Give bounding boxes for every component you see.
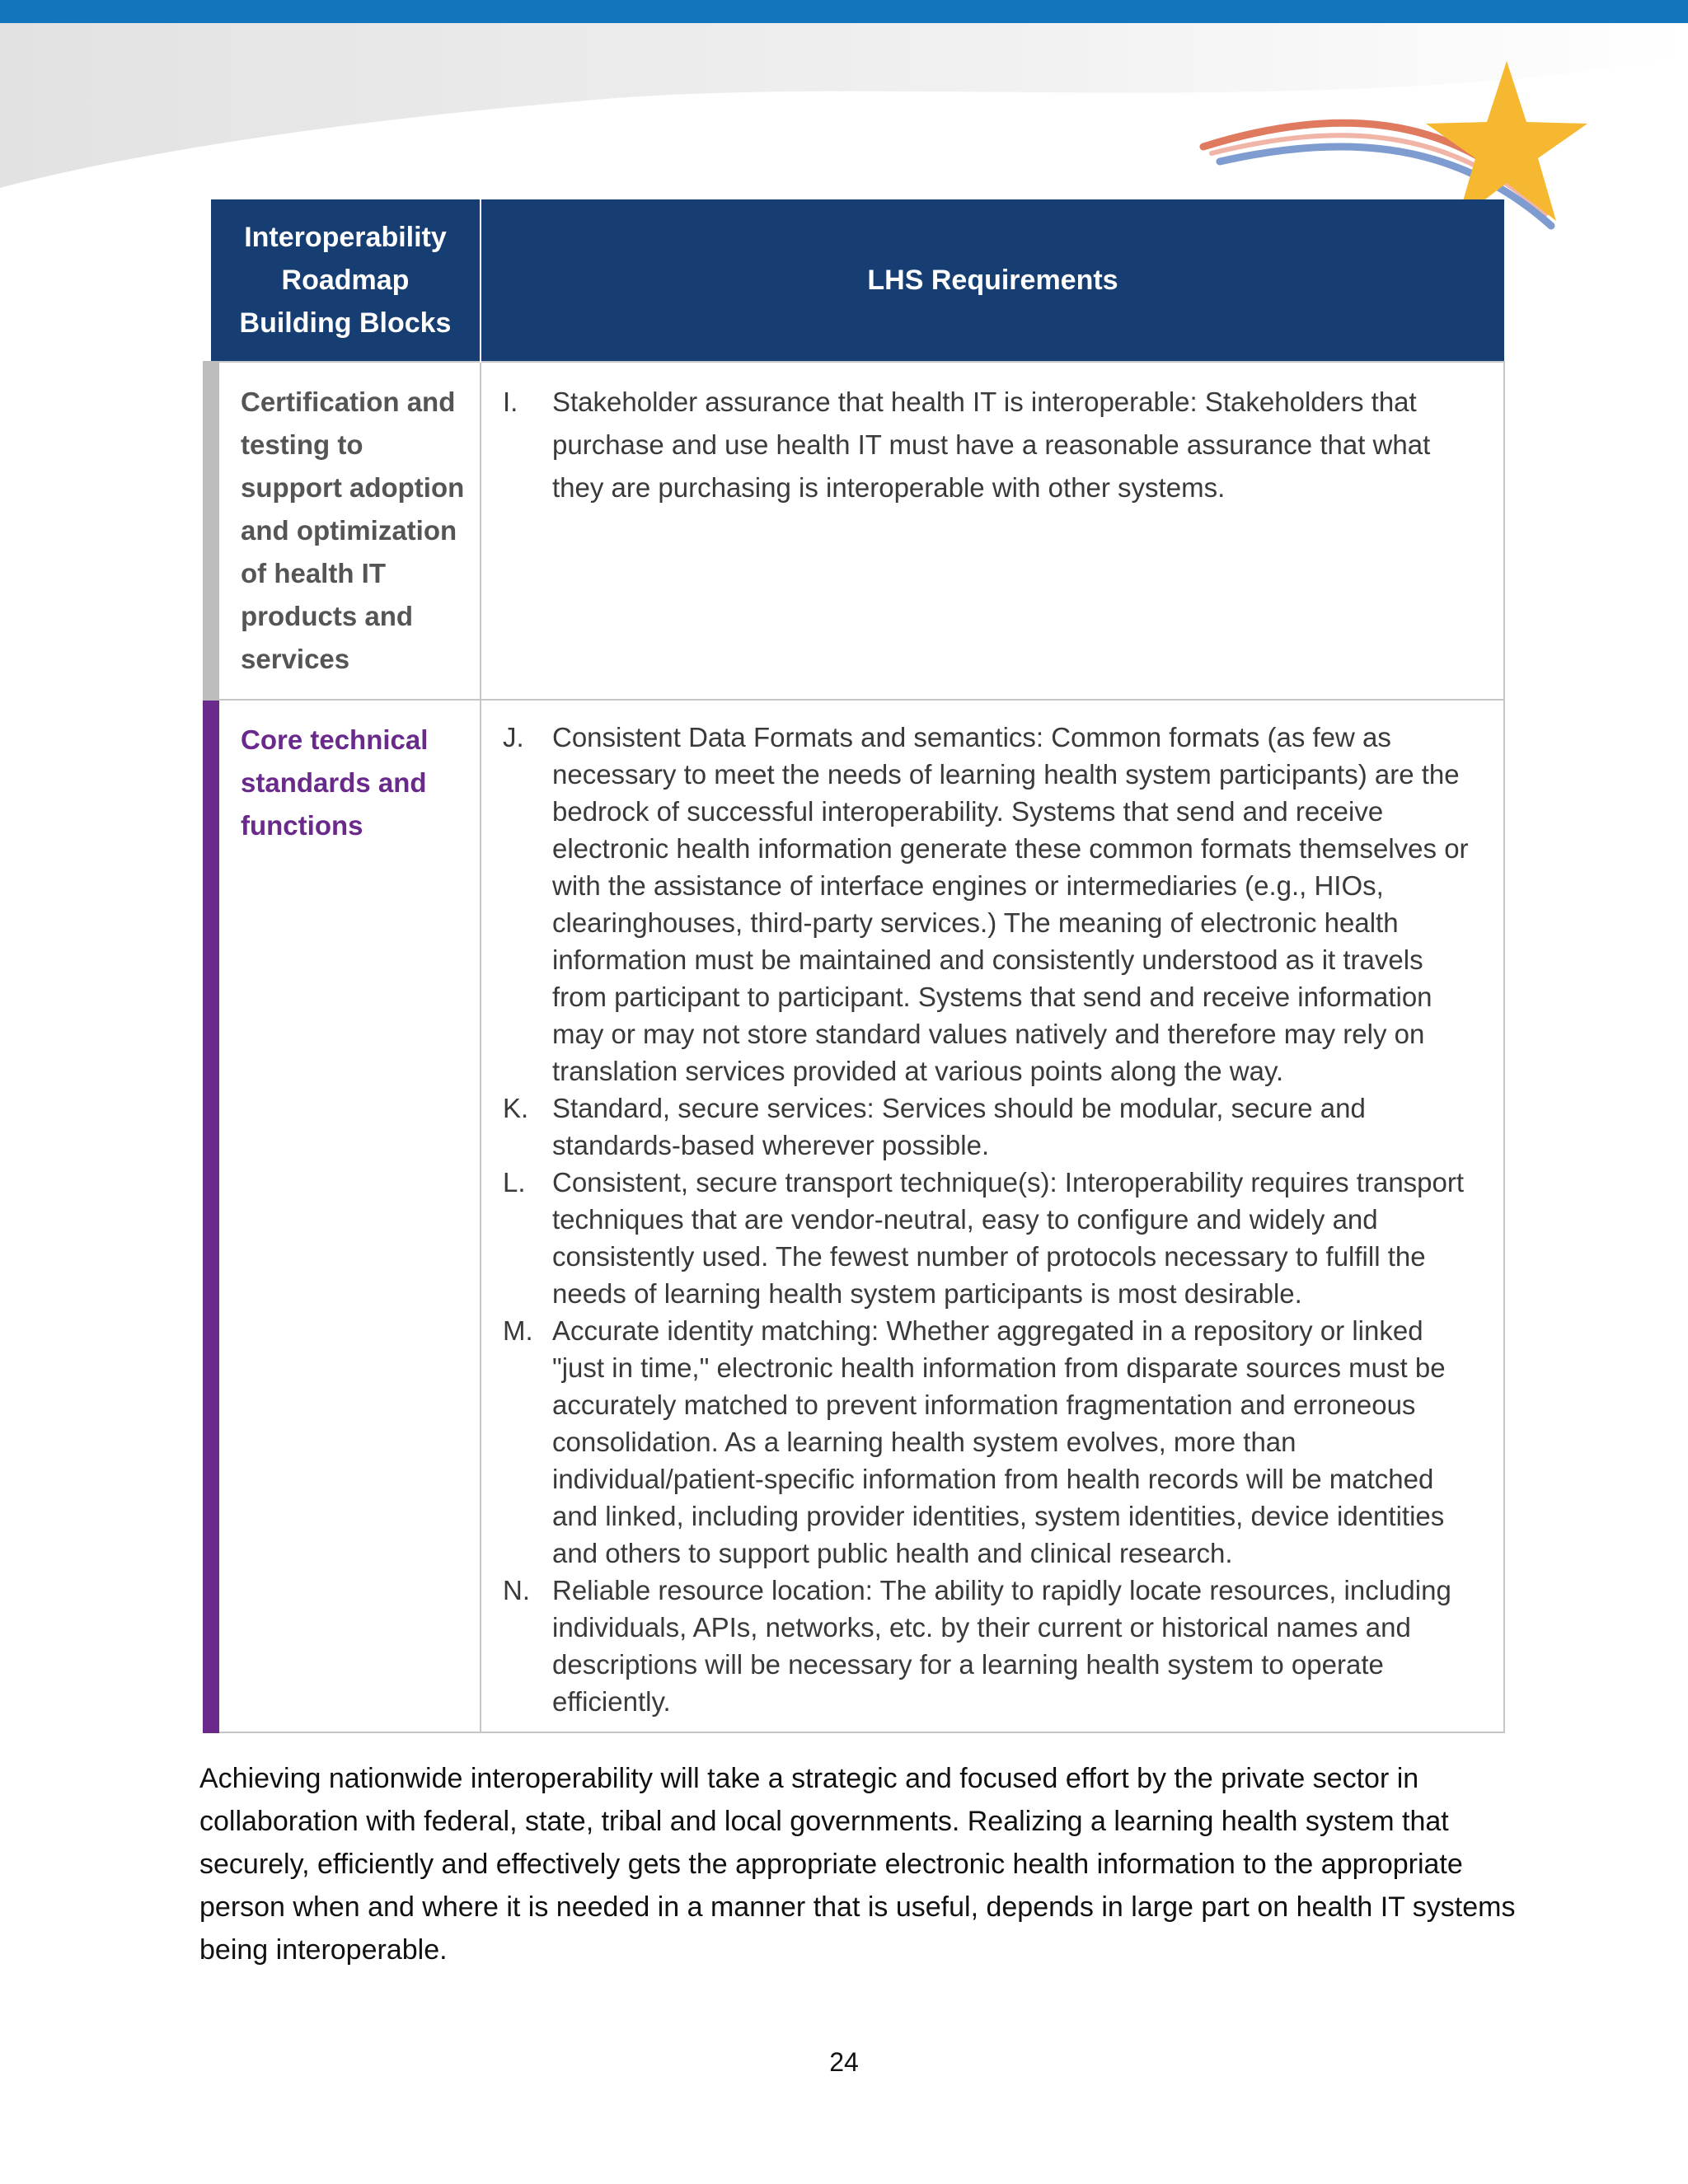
- header-building-blocks: Interoperability Roadmap Building Blocks: [211, 199, 481, 362]
- building-block-core-technical: Core technical standards and functions: [211, 700, 481, 1732]
- list-item: [503, 1312, 1482, 1572]
- requirement-text: Accurate identity matching: Whether aggregated in a repository or linked "just in time," electronic health information from disparate sources must be accurately matched to prevent information fragmentation and erroneous consolidation. As a learning health system evolves, more than individual/patient-specific information from health records will be matched and linked, including provider identities, system identities, device identities and others to support public health and clinical research.: [552, 1315, 1446, 1568]
- requirement-text: Consistent Data Formats and semantics: Common formats (as few as necessary to meet the needs of learning health system participants) are the bedrock of successful interoperability. Systems that send and receive electronic health information generate these common formats themselves or with the assistance of interface engines or intermediaries (e.g., HIOs, clearinghouses, third-party services.) The meaning of electronic health information must be maintained and consistently understood as it travels from participant to participant. Systems that send and receive information may or may not store standard values natively and therefore may rely on translation services provided at various points along the way.: [552, 722, 1469, 1086]
- list-item: [503, 719, 1482, 1090]
- table-row: [211, 700, 1504, 1732]
- top-banner-bar: [0, 0, 1688, 23]
- building-block-certification: Certification and testing to support adoption and optimization of health IT products and services: [211, 362, 481, 700]
- body-paragraph: Achieving nationwide interoperability will take a strategic and focused effort by the private sector in collaboration with federal, state, tribal and local governments. Realizing a learning health system that securely, efficiently and effectively gets the appropriate electronic health information to the appropriate person when and where it is needed in a manner that is useful, depends in large part on health IT systems being interoperable.: [199, 1763, 1516, 1966]
- list-item: [503, 381, 1482, 509]
- list-marker: L.: [503, 1167, 526, 1197]
- page-number: 24: [829, 2047, 859, 2077]
- list-marker: N.: [503, 1575, 530, 1605]
- list-marker: M.: [503, 1315, 533, 1346]
- requirement-text: Reliable resource location: The ability to rapidly locate resources, including individuals, APIs, networks, etc. by their current or historical names and descriptions will be necessary for a learning health system to operate efficiently.: [552, 1575, 1451, 1717]
- list-marker: I.: [503, 387, 518, 417]
- table-header-row: [211, 199, 1504, 362]
- header-lhs-requirements: LHS Requirements: [481, 199, 1504, 362]
- list-marker: K.: [503, 1093, 529, 1123]
- requirement-text: Consistent, secure transport technique(s): Interoperability requires transport techniques that are vendor-neutral, easy to configure and widely and consistently used. The fewest number of protocols necessary to fulfill the needs of learning health system participants is most desirable.: [552, 1167, 1465, 1309]
- list-item: [503, 1090, 1482, 1164]
- list-item: [503, 1164, 1482, 1312]
- list-item: [503, 1572, 1482, 1720]
- requirements-cell: [481, 362, 1504, 700]
- table-row: [211, 362, 1504, 700]
- interoperability-table: [203, 199, 1505, 1733]
- list-marker: J.: [503, 722, 524, 752]
- requirement-text: Stakeholder assurance that health IT is interoperable: Stakeholders that purchase and use health IT must have a reasonable assurance that what they are purchasing is interoperable with other systems.: [552, 387, 1431, 503]
- requirements-cell: [481, 700, 1504, 1732]
- requirement-text: Standard, secure services: Services should be modular, secure and standards-based wherever possible.: [552, 1093, 1366, 1160]
